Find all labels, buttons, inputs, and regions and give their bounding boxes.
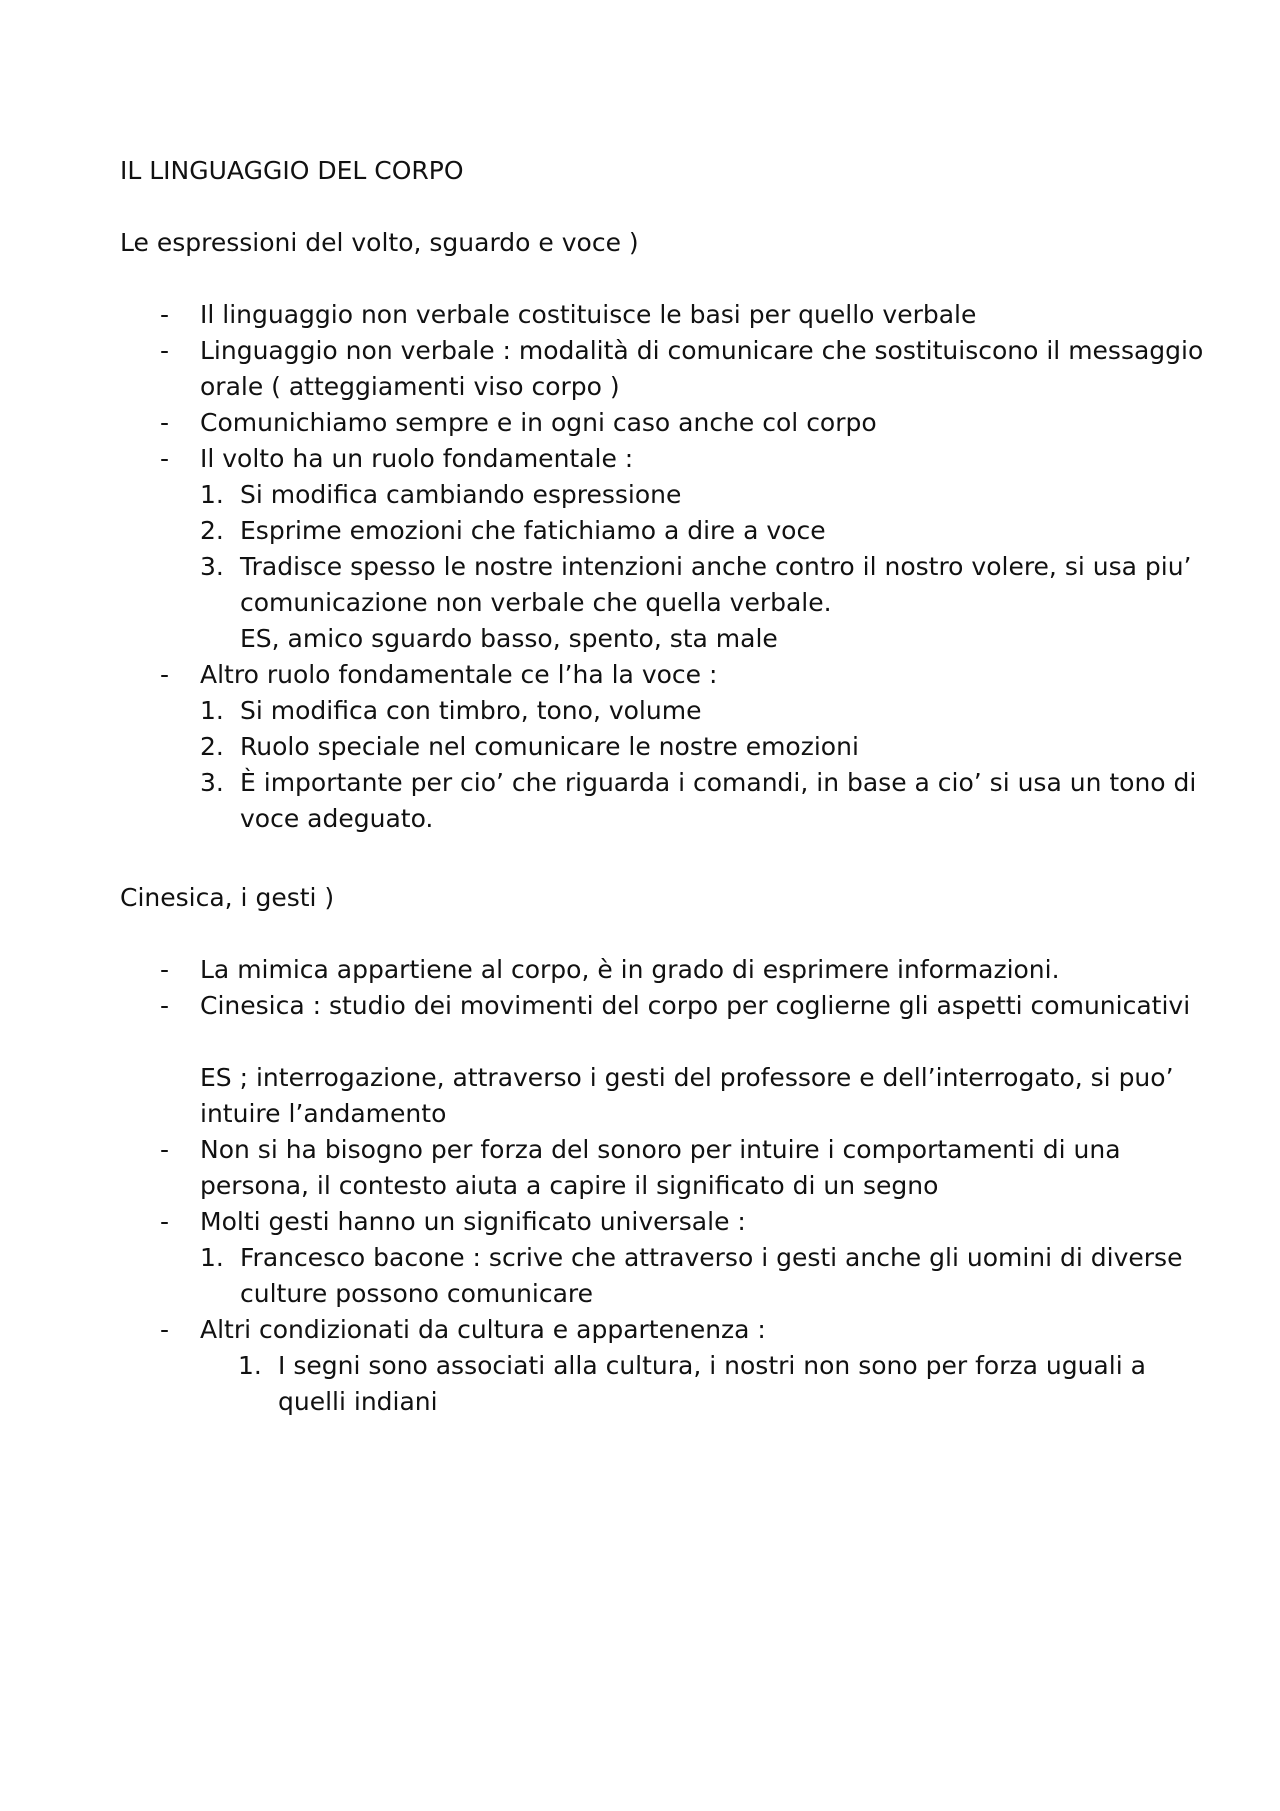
list-item: Molti gesti hanno un significato universale : <box>200 1207 746 1236</box>
bullet-dash: - <box>160 408 170 437</box>
numbered-item-continuation: culture possono comunicare <box>240 1279 594 1308</box>
list-item: Il linguaggio non verbale costituisce le basi per quello verbale <box>200 300 977 329</box>
bullet-dash: - <box>160 336 170 365</box>
list-item: Comunichiamo sempre e in ogni caso anche col corpo <box>200 408 877 437</box>
numbered-item: Ruolo speciale nel comunicare le nostre emozioni <box>240 732 859 761</box>
numbered-item-continuation: voce adeguato. <box>240 804 434 833</box>
list-number: 3. <box>200 768 224 797</box>
list-number: 2. <box>200 516 224 545</box>
list-item: Altri condizionati da cultura e appartenenza : <box>200 1315 766 1344</box>
list-number: 3. <box>200 552 224 581</box>
bullet-dash: - <box>160 300 170 329</box>
numbered-item-example: ES, amico sguardo basso, spento, sta male <box>240 624 778 653</box>
bullet-dash: - <box>160 660 170 689</box>
bullet-dash: - <box>160 1315 170 1344</box>
section-heading-volto: Le espressioni del volto, sguardo e voce ) <box>120 228 639 257</box>
list-item-continuation: orale ( atteggiamenti viso corpo ) <box>200 372 620 401</box>
list-number: 1. <box>200 480 224 509</box>
list-item: Altro ruolo fondamentale ce l’ha la voce : <box>200 660 718 689</box>
list-item: Non si ha bisogno per forza del sonoro per intuire i comportamenti di una <box>200 1135 1121 1164</box>
bullet-dash: - <box>160 1207 170 1236</box>
bullet-dash: - <box>160 991 170 1020</box>
numbered-item: Esprime emozioni che fatichiamo a dire a voce <box>240 516 826 545</box>
page-title: IL LINGUAGGIO DEL CORPO <box>120 156 464 185</box>
list-item: La mimica appartiene al corpo, è in grado di esprimere informazioni. <box>200 955 1060 984</box>
numbered-item: Si modifica cambiando espressione <box>240 480 682 509</box>
numbered-item: Tradisce spesso le nostre intenzioni anche contro il nostro volere, si usa piu’ <box>240 552 1192 581</box>
example-line-continuation: intuire l’andamento <box>200 1099 447 1128</box>
bullet-dash: - <box>160 444 170 473</box>
example-line: ES ; interrogazione, attraverso i gesti del professore e dell’interrogato, si puo’ <box>200 1063 1174 1092</box>
list-number: 1. <box>200 696 224 725</box>
numbered-item: I segni sono associati alla cultura, i nostri non sono per forza uguali a <box>278 1351 1146 1380</box>
numbered-item: È importante per cio’ che riguarda i comandi, in base a cio’ si usa un tono di <box>240 768 1197 797</box>
numbered-item-continuation: quelli indiani <box>278 1387 438 1416</box>
list-item: Linguaggio non verbale : modalità di comunicare che sostituiscono il messaggio <box>200 336 1204 365</box>
list-number: 2. <box>200 732 224 761</box>
section-heading-cinesica: Cinesica, i gesti ) <box>120 883 335 912</box>
list-number: 1. <box>200 1243 224 1272</box>
bullet-dash: - <box>160 1135 170 1164</box>
list-number: 1. <box>238 1351 262 1380</box>
numbered-item: Francesco bacone : scrive che attraverso i gesti anche gli uomini di diverse <box>240 1243 1183 1272</box>
list-item: Cinesica : studio dei movimenti del corpo per coglierne gli aspetti comunicativi <box>200 991 1191 1020</box>
list-item-continuation: persona, il contesto aiuta a capire il significato di un segno <box>200 1171 939 1200</box>
list-item: Il volto ha un ruolo fondamentale : <box>200 444 634 473</box>
bullet-dash: - <box>160 955 170 984</box>
numbered-item: Si modifica con timbro, tono, volume <box>240 696 702 725</box>
numbered-item-continuation: comunicazione non verbale che quella verbale. <box>240 588 832 617</box>
